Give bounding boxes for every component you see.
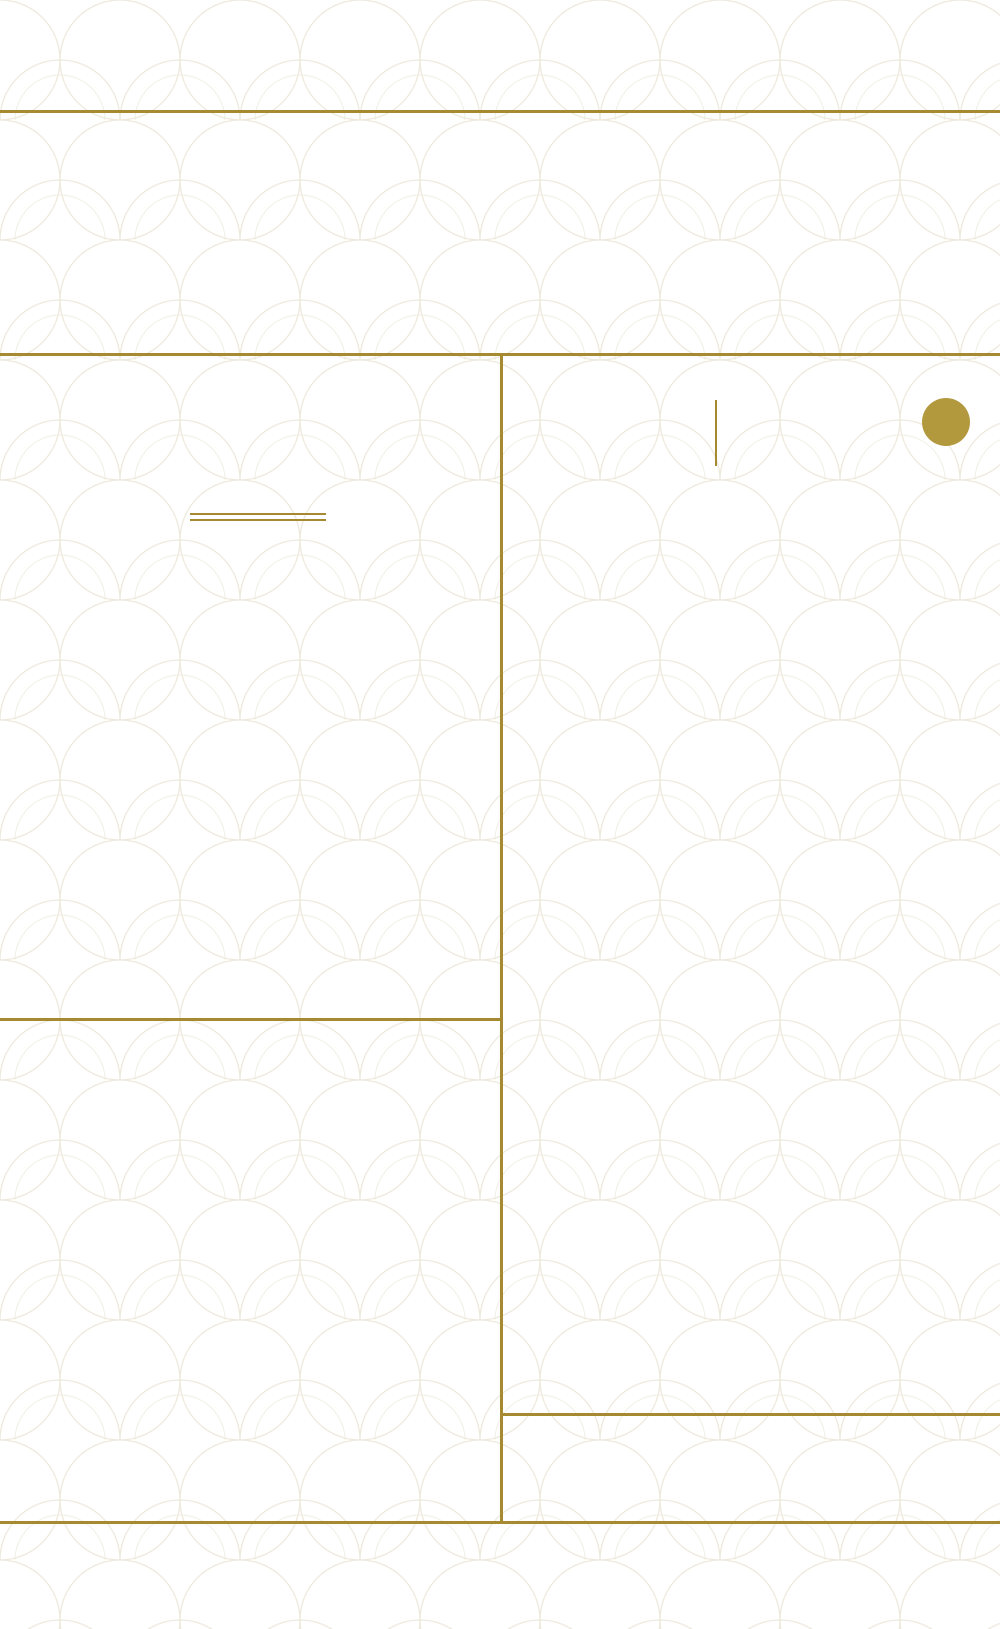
- menu-item: [0, 1141, 500, 1164]
- menu-item: [0, 1201, 500, 1224]
- menu-item: [0, 1283, 500, 1306]
- item-name-line: [0, 1283, 500, 1306]
- menu-item: [0, 1028, 500, 1051]
- divider-footer: [0, 1521, 1000, 1524]
- item-name-line: [0, 1141, 500, 1164]
- menu-item: [0, 1093, 500, 1116]
- item-name-line: [0, 1093, 500, 1116]
- menu-item: [0, 1346, 500, 1369]
- item-name-line: [0, 1028, 500, 1051]
- item-name-line: [0, 1405, 500, 1428]
- item-name-line: [0, 1346, 500, 1369]
- item-name-line: [0, 1466, 500, 1489]
- burger-section: [503, 0, 1000, 1520]
- menu-item: [0, 1466, 500, 1489]
- item-name-line: [0, 1201, 500, 1224]
- spark-joy-items: [0, 0, 500, 1520]
- menu-item: [0, 1405, 500, 1428]
